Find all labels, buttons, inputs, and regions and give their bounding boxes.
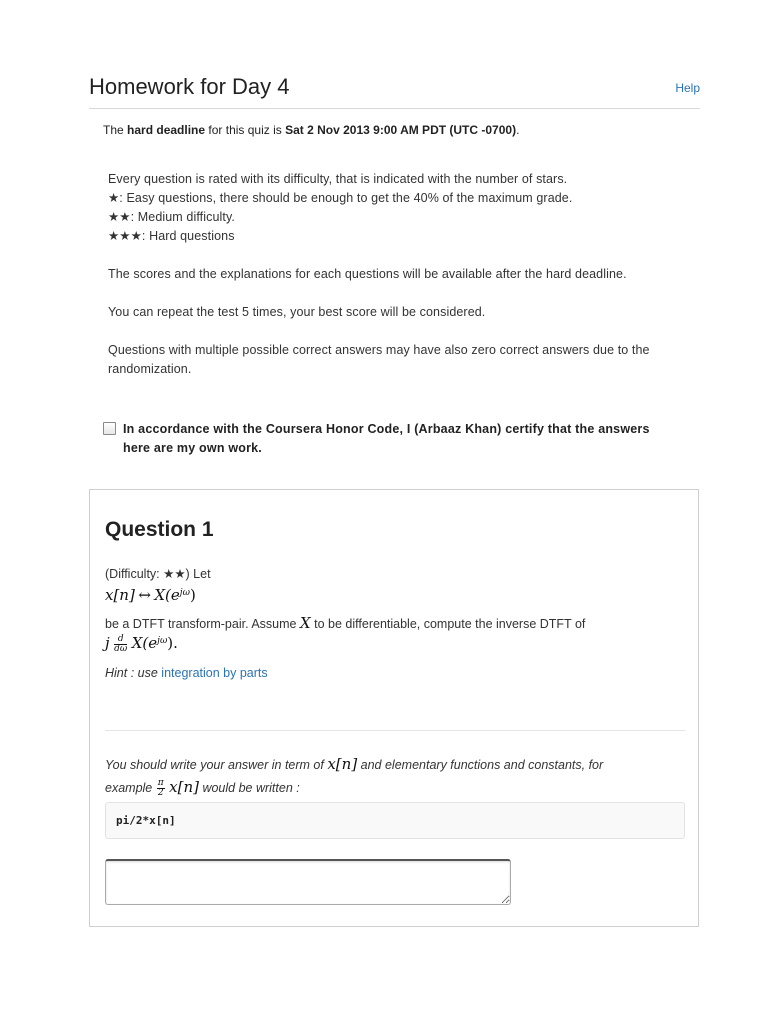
expr-rhs-close: ). [167,634,178,652]
answer-input[interactable] [105,859,511,905]
code-example: pi/2*x[n] [105,802,685,839]
question-card [89,489,699,927]
answer-example [105,778,300,798]
instructions-line: ★★: Medium difficulty. [108,210,235,224]
hint [105,666,268,680]
hint-link[interactable]: integration by parts [161,666,268,680]
honor-code-checkbox[interactable] [103,422,116,435]
example-frac-numerator: π [157,778,164,789]
statement-text-a: be a DTFT transform-pair. Assume [105,617,297,631]
instructions-line: ★: Easy questions, there should be enough to get the 40% of the maximum grade. [108,191,573,205]
expr-j: j [105,634,110,652]
example-suffix: would be written : [202,781,300,795]
math-lhs: x[n] [105,586,135,604]
instructions-line: ★★★: Hard questions [108,229,235,243]
deadline-suffix: . [516,123,520,137]
math-rhs-close: ) [189,586,196,604]
instructions-line: Every question is rated with its difficulty, that is indicated with the number of stars. [108,172,568,186]
instructions-line: The scores and the explanations for each questions will be available after the hard deadline. [108,267,627,281]
example-prefix: example [105,781,153,795]
spacer [108,322,678,341]
honor-code-label[interactable]: In accordance with the Coursera Honor Code, I (Arbaaz Khan) certify that the answers here are my own work. [123,422,650,455]
example-var: x[n] [169,778,199,796]
deadline-notice [103,123,519,137]
example-frac-denominator: 2 [157,788,164,799]
deadline-middle: for this quiz is [208,123,282,137]
derivative-fraction [114,635,127,654]
expr-rhs-sup: jω [157,635,168,646]
frac-numerator: d [114,635,127,645]
derivative-expression [105,634,178,654]
page-header [89,72,700,109]
deadline-prefix: The [103,123,124,137]
divider [105,730,685,731]
instructions-line: You can repeat the test 5 times, your best score will be considered. [108,305,486,319]
answer-text-b: and elementary functions and constants, for [360,758,604,772]
instructions-line: Questions with multiple possible correct answers may have also zero correct answers due to the randomization. [108,343,650,376]
statement-text-b: to be differentiable, compute the inverse DTFT of [314,617,586,631]
spacer [108,246,678,265]
transform-pair [105,586,196,604]
deadline-date: Sat 2 Nov 2013 9:00 AM PDT (UTC -0700) [285,123,517,137]
answer-text-a: You should write your answer in term of [105,758,324,772]
help-link[interactable]: Help [675,81,700,95]
question-statement [105,614,585,632]
answer-var: x[n] [327,755,358,773]
hint-prefix: Hint : use [105,666,158,680]
math-rhs: X(e [154,586,180,604]
page-title: Homework for Day 4 [89,74,290,99]
question-difficulty: (Difficulty: ★★) Let [105,567,211,581]
expr-rhs: X(e [131,634,158,652]
instructions [108,170,678,379]
statement-var: X [299,614,311,632]
math-arrow: ↔ [138,586,151,604]
frac-denominator: dω [114,644,128,655]
deadline-label: hard deadline [127,123,206,137]
spacer [108,284,678,303]
question-title: Question 1 [105,518,214,541]
math-rhs-sup: jω [179,587,190,598]
answer-instructions [105,755,603,773]
example-fraction [157,779,165,798]
